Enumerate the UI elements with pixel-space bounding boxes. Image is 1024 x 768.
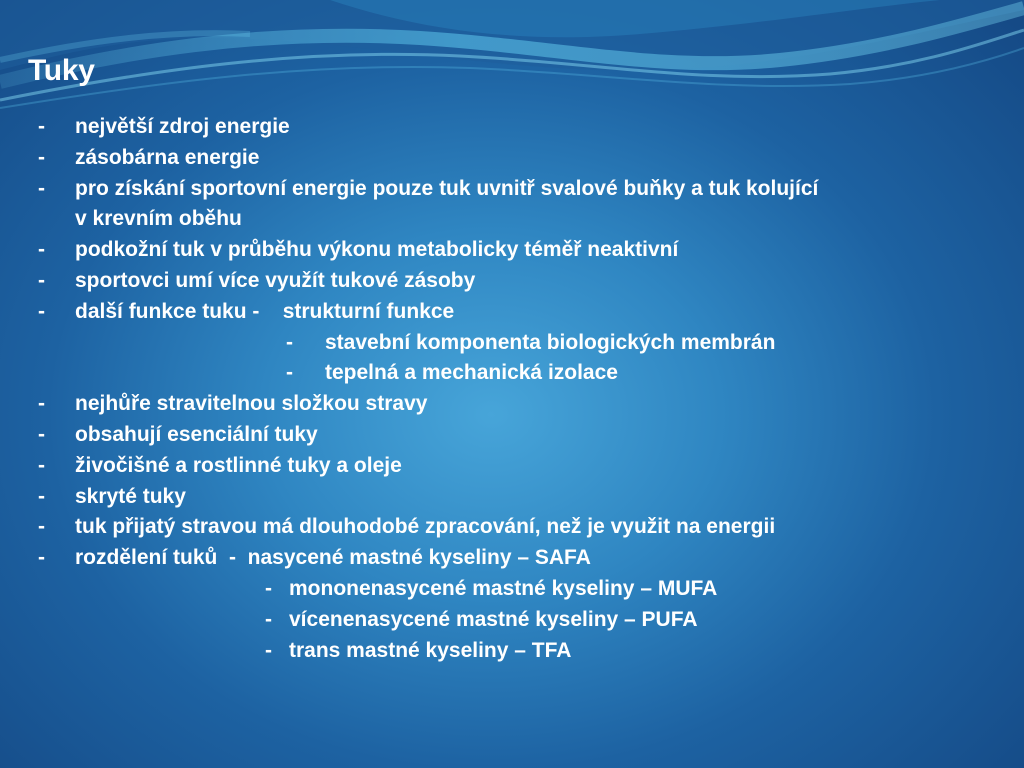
bullet-dash: - (38, 546, 45, 570)
sub-bullet-item (34, 358, 1004, 389)
bullet-text: pro získání sportovní energie pouze tuk uvnitř svalové buňky a tuk kolující (75, 176, 819, 200)
bullet-text: stavební komponenta biologických membrán (325, 330, 776, 354)
bullet-item (34, 266, 1004, 297)
slide-title: Tuky (28, 54, 95, 87)
bullet-dash: - (38, 115, 45, 138)
bullet-text: zásobárna energie (75, 145, 260, 169)
bullet-item (34, 143, 1004, 174)
bullet-dash: - (38, 268, 45, 292)
bullet-item (34, 112, 1004, 143)
sub-bullet-item (34, 605, 1004, 636)
bullet-text: tepelná a mechanická izolace (325, 361, 618, 385)
sub-bullet-item (34, 328, 1004, 359)
bullet-list (34, 112, 1004, 666)
bullet-text: obsahují esenciální tuky (75, 422, 318, 446)
bullet-item (34, 482, 1004, 513)
bullet-text: v krevním oběhu (75, 207, 242, 231)
bullet-item (34, 235, 1004, 266)
bullet-text: skryté tuky (75, 484, 186, 508)
bullet-item (34, 174, 1004, 205)
bullet-dash: - (265, 607, 272, 631)
bullet-text: rozdělení tuků - nasycené mastné kyseliny – SAFA (75, 546, 591, 570)
bullet-dash: - (265, 638, 272, 662)
bullet-dash: - (38, 145, 45, 169)
bullet-dash: - (38, 238, 45, 262)
bullet-dash: - (286, 361, 293, 385)
sub-bullet-item (34, 636, 1004, 667)
bullet-text: trans mastné kyseliny – TFA (289, 638, 572, 662)
bullet-dash: - (38, 299, 45, 323)
bullet-text: tuk přijatý stravou má dlouhodobé zpracování, než je využit na energii (75, 515, 776, 539)
bullet-text: další funkce tuku - strukturní funkce (75, 299, 455, 323)
bullet-item (34, 420, 1004, 451)
bullet-item (34, 512, 1004, 543)
bullet-item (34, 389, 1004, 420)
bullet-dash: - (38, 422, 45, 446)
bullet-text: největší zdroj energie (75, 115, 290, 138)
sub-bullet-item (34, 574, 1004, 605)
bullet-dash: - (286, 330, 293, 354)
bullet-item (34, 451, 1004, 482)
bullet-dash: - (38, 392, 45, 416)
bullet-dash: - (265, 576, 272, 600)
bullet-text: sportovci umí více využít tukové zásoby (75, 268, 476, 292)
bullet-text: nejhůře stravitelnou složkou stravy (75, 392, 428, 416)
bullet-text: živočišné a rostlinné tuky a oleje (75, 453, 402, 477)
bullet-text: podkožní tuk v průběhu výkonu metabolicky téměř neaktivní (75, 238, 679, 262)
bullet-dash: - (38, 484, 45, 508)
bullet-text: mononenasycené mastné kyseliny – MUFA (289, 576, 718, 600)
bullet-text: vícenenasycené mastné kyseliny – PUFA (289, 607, 698, 631)
bullet-continuation (34, 204, 1004, 235)
wave-decoration (0, 0, 1024, 120)
bullet-dash: - (38, 176, 45, 200)
bullet-item (34, 297, 1004, 328)
bullet-item (34, 543, 1004, 574)
bullet-dash: - (38, 453, 45, 477)
bullet-dash: - (38, 515, 45, 539)
